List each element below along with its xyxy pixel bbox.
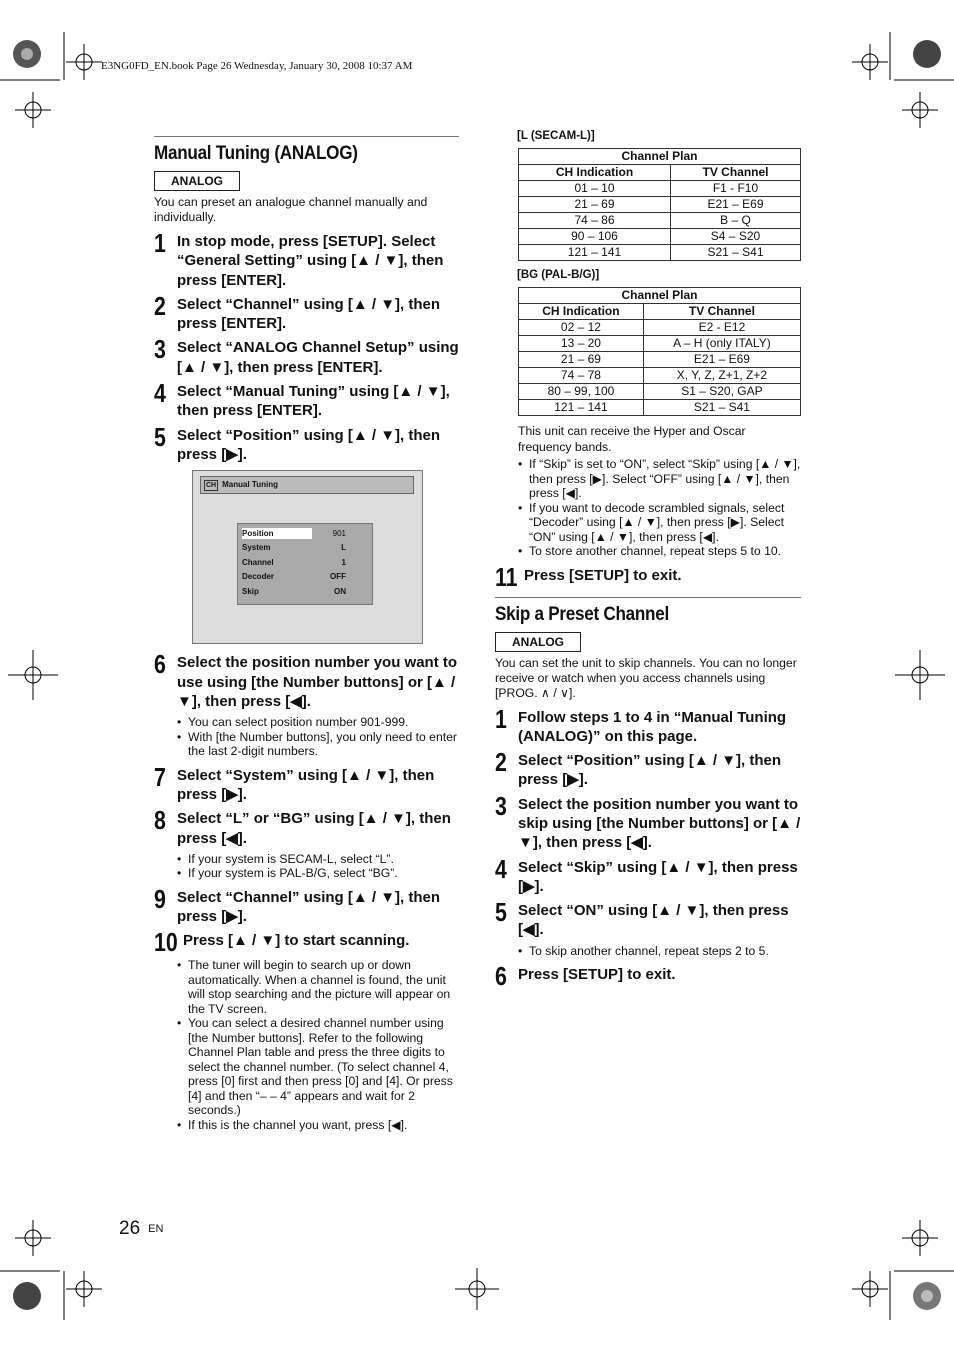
table-row: 74 – 86 B – Q [519, 213, 801, 229]
step: 2 Select “Channel” using [▲ / ▼], then press [ENTER]. [154, 290, 441, 333]
intro-text: You can preset an analogue channel manually and individually. [154, 195, 428, 224]
step: 1 Follow steps 1 to 4 in “Manual Tuning (ANALOG)” on this page. [495, 703, 787, 745]
step: 5 Select “Position” using [▲ / ▼], then press [▶]. [154, 421, 441, 463]
channel-plan-bg: Channel Plan CH Indication TV Channel 02 – 12 E2 - E12 13 – 20 A – H (only ITALY) 21 – 69 E21 – E69 74 – 78 X, Y, Z, Z+1, Z+2 80 – 99, 100 S1 – S20, GAP 121 – 141 S21 – S41 [518, 287, 801, 416]
table-row: 74 – 78 X, Y, Z, Z+1, Z+2 [519, 368, 801, 384]
skip-section-title: Skip a Preset Channel [495, 603, 669, 625]
tv-screen-illustration [192, 470, 423, 644]
table-row: 13 – 20 A – H (only ITALY) [519, 336, 801, 352]
page-number: 26 [119, 1218, 141, 1239]
analog-badge: ANALOG [154, 171, 240, 191]
channel-plan-secam: Channel Plan CH Indication TV Channel 01 – 10 F1 - F10 21 – 69 E21 – E69 74 – 86 B – Q 90 – 106 S4 – S20 121 – 141 S21 – S41 [518, 148, 801, 261]
step: 7 Select “System” using [▲ / ▼], then press [▶]. [154, 761, 435, 803]
screen-menu [237, 523, 373, 605]
bullet-list: • To skip another channel, repeat steps 2 to 5. [525, 944, 801, 959]
menu-row: Position 901 [242, 529, 346, 539]
analog-badge: ANALOG [495, 632, 581, 652]
screen-title-bar: CH Manual Tuning [200, 476, 414, 494]
menu-row: Skip ON [242, 587, 346, 597]
table-row: 121 – 141 S21 – S41 [519, 245, 801, 261]
step: 1 In stop mode, press [SETUP]. Select “General Setting” using [▲ / ▼], then press [ENTER]. [154, 228, 444, 289]
step: 2 Select “Position” using [▲ / ▼], then press [▶]. [495, 747, 782, 789]
table-row: 90 – 106 S4 – S20 [519, 229, 801, 245]
step: 6 Press [SETUP] to exit. [495, 961, 676, 992]
menu-row: Channel 1 [242, 558, 346, 568]
secam-label: [L (SECAM-L)] [517, 130, 595, 142]
bullet-list: • If your system is SECAM-L, select “L”. • If your system is PAL-B/G, select “BG”. [184, 852, 459, 881]
skip-intro: You can set the unit to skip channels. You can no longer receive or watch when you access channels using [PROG. ∧ / ∨]. [495, 655, 797, 700]
hyper-note: This unit can receive the Hyper and Oscar frequency bands. [518, 424, 746, 454]
step: 4 Select “Skip” using [▲ / ▼], then press [▶]. [495, 853, 798, 895]
bullet-list: • You can select position number 901-999. • With [the Number buttons], you only need to enter the last 2-digit numbers. [184, 715, 459, 759]
section-title: Manual Tuning (ANALOG) [154, 143, 358, 164]
section-rule [154, 136, 459, 137]
bullet-list: • The tuner will begin to search up or down automatically. When a channel is found, the unit will stop searching and the picture will appear on the TV screen. • You can select a desired channel number using [the Number buttons]. Refer to the following Channel Plan table and press the three digits to select the channel number. (To select channel 4, press [0] first and then press [0] and [4]. Or press [4] and then “– – 4” appears and wait for 2 seconds.) • If this is the channel you want, press [◀]. [184, 958, 459, 1132]
step: 9 Select “Channel” using [▲ / ▼], then press [▶]. [154, 883, 441, 926]
table-row: 01 – 10 F1 - F10 [519, 181, 801, 197]
menu-row: System L [242, 543, 346, 553]
step: 11 Press [SETUP] to exit. [495, 561, 682, 592]
menu-row: Decoder OFF [242, 572, 346, 582]
step: 8 Select “L” or “BG” using [▲ / ▼], then press [◀]. [154, 805, 451, 847]
step: 4 Select “Manual Tuning” using [▲ / ▼], then press [ENTER]. [154, 378, 450, 420]
table-row: 02 – 12 E2 - E12 [519, 320, 801, 336]
left-column [154, 136, 459, 1138]
table-row: 121 – 141 S21 – S41 [519, 400, 801, 416]
table-row: 80 – 99, 100 S1 – S20, GAP [519, 384, 801, 400]
step: 5 Select “ON” using [▲ / ▼], then press [◀]. [495, 897, 789, 939]
bg-label: [BG (PAL-B/G)] [517, 269, 600, 281]
ch-icon: CH [206, 482, 217, 490]
page-lang: EN [148, 1223, 164, 1235]
bullet-list: • If “Skip” is set to “ON”, select “Skip” using [▲ / ▼], then press [▶]. Select “OFF” using [▲ / ▼], then press [◀]. • If you want to decode scrambled signals, select “Decoder” using [▲ / ▼], then press [▶]. Select “ON” using [▲ / ▼], then press [◀]. • To store another channel, repeat steps 5 to 10. [525, 457, 801, 559]
right-column [495, 130, 801, 992]
print-header: E3NG0FD_EN.book Page 26 Wednesday, January 30, 2008 10:37 AM [101, 60, 413, 72]
step: 3 Select the position number you want to skip using [the Number buttons] or [▲ / ▼], then press [◀]. [495, 790, 801, 852]
section-rule [495, 597, 801, 598]
step: 3 Select “ANALOG Channel Setup” using [▲ / ▼], then press [ENTER]. [154, 334, 459, 376]
table-row: 21 – 69 E21 – E69 [519, 197, 801, 213]
page-footer [119, 1218, 163, 1240]
table-row: 21 – 69 E21 – E69 [519, 352, 801, 368]
step: 6 Select the position number you want to use using [the Number buttons] or [▲ / ▼], then press [◀]. [154, 649, 458, 710]
step: 10 Press [▲ / ▼] to start scanning. [154, 927, 410, 958]
